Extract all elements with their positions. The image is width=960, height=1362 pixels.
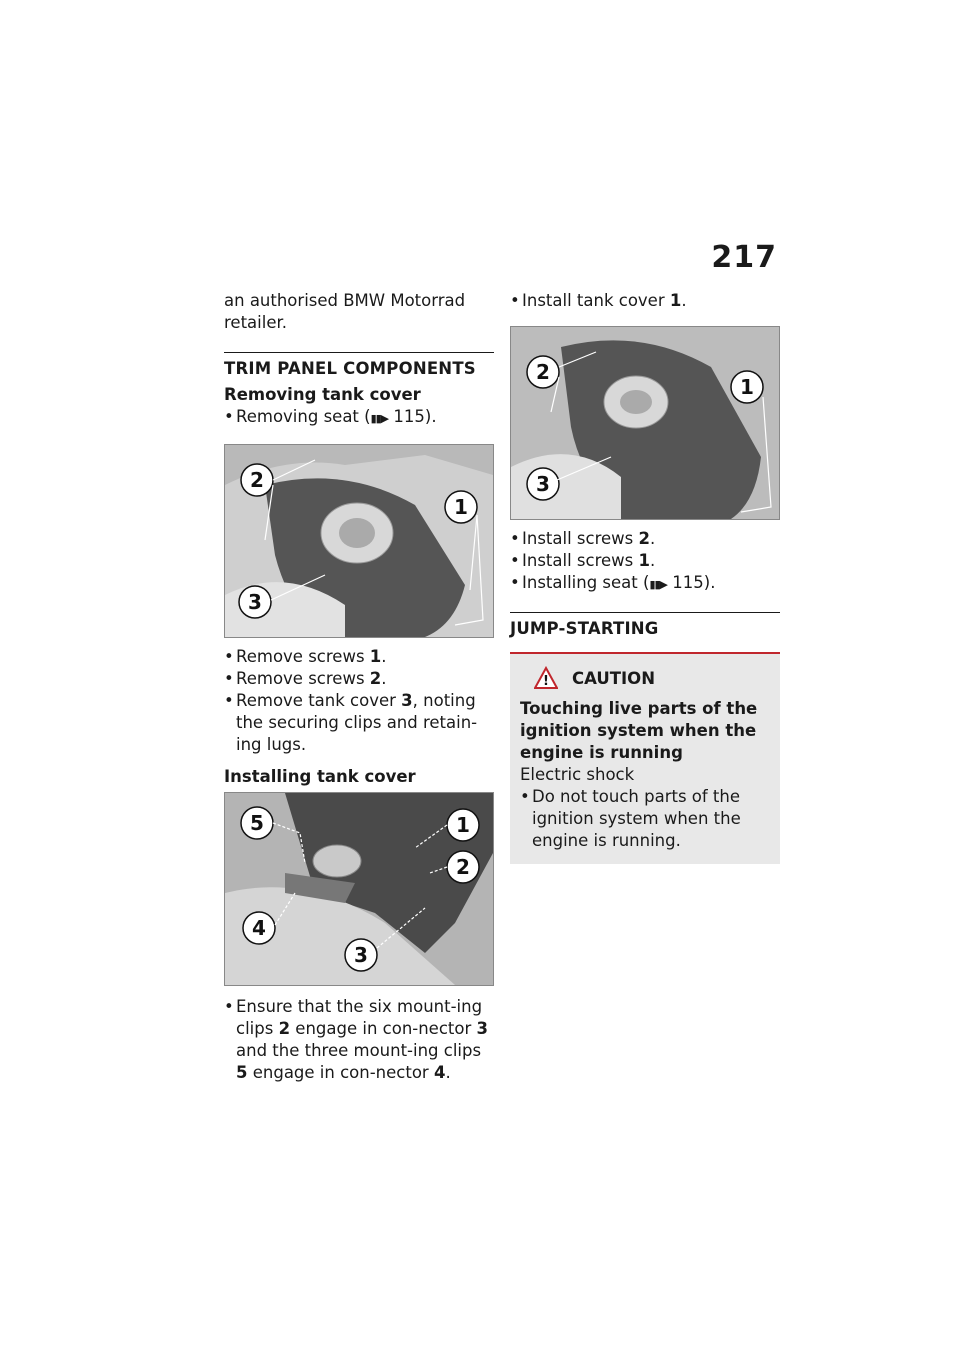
fig2-label-4: 4 (252, 916, 266, 940)
fig2-label-2: 2 (456, 855, 470, 879)
fig2-label-3: 3 (354, 943, 368, 967)
installing-seat-step: • Installing seat (▮▮▶ 115). (510, 572, 780, 596)
caution-label: CAUTION (572, 668, 655, 688)
fig3-label-3: 3 (536, 472, 550, 496)
section-title-trim-panel: TRIM PANEL COMPONENTS (224, 352, 494, 378)
intro-text: an authorised BMW Motorrad retailer. (224, 291, 466, 332)
svg-text:!: ! (543, 674, 549, 689)
fig2-label-1: 1 (456, 813, 470, 837)
fig2-label-5: 5 (250, 811, 264, 835)
fig1-label-3: 3 (248, 590, 262, 614)
page-ref-arrow-icon: ▮▮▶ (370, 412, 389, 425)
remove-tank-cover-step: • Remove tank cover 3, noting the securing clips and retain-ing lugs. (224, 690, 494, 756)
warning-icon (534, 666, 558, 690)
page-number: 217 (711, 240, 777, 275)
fig3-label-1: 1 (740, 375, 754, 399)
figure-tank-cover-install (224, 792, 494, 986)
installing-title: Installing tank cover (224, 767, 416, 786)
removing-seat-step: • Removing seat (▮▮▶ 115). (224, 406, 494, 430)
caution-box (510, 652, 780, 864)
caution-effect: Electric shock (520, 765, 635, 784)
figure-tank-cover-installed (510, 326, 780, 520)
caution-action: • Do not touch parts of the ignition system when the engine is running. (520, 786, 770, 852)
left-column (224, 290, 494, 1084)
figure-tank-cover-removal (224, 444, 494, 638)
remove-screws-2-step: • Remove screws 2. (224, 668, 494, 690)
install-screws-1-step: • Install screws 1. (510, 550, 780, 572)
section-title-jump-starting: JUMP-STARTING (510, 612, 780, 638)
removing-title: Removing tank cover (224, 385, 421, 404)
caution-title: Touching live parts of the ignition system when the engine is running (520, 699, 758, 762)
right-column (510, 290, 780, 864)
remove-screws-1-step: • Remove screws 1. (224, 646, 494, 668)
ensure-clips-step: • Ensure that the six mount-ing clips 2 engage in con-nector 3 and the three mount-ing clips 5 engage in con-nector 4. (224, 996, 494, 1084)
fig1-label-2: 2 (250, 468, 264, 492)
page-ref-arrow-icon: ▮▮▶ (649, 578, 668, 591)
install-tank-cover-step: • Install tank cover 1. (510, 290, 780, 312)
fig1-label-1: 1 (454, 495, 468, 519)
install-screws-2-step: • Install screws 2. (510, 528, 780, 550)
fig3-label-2: 2 (536, 360, 550, 384)
